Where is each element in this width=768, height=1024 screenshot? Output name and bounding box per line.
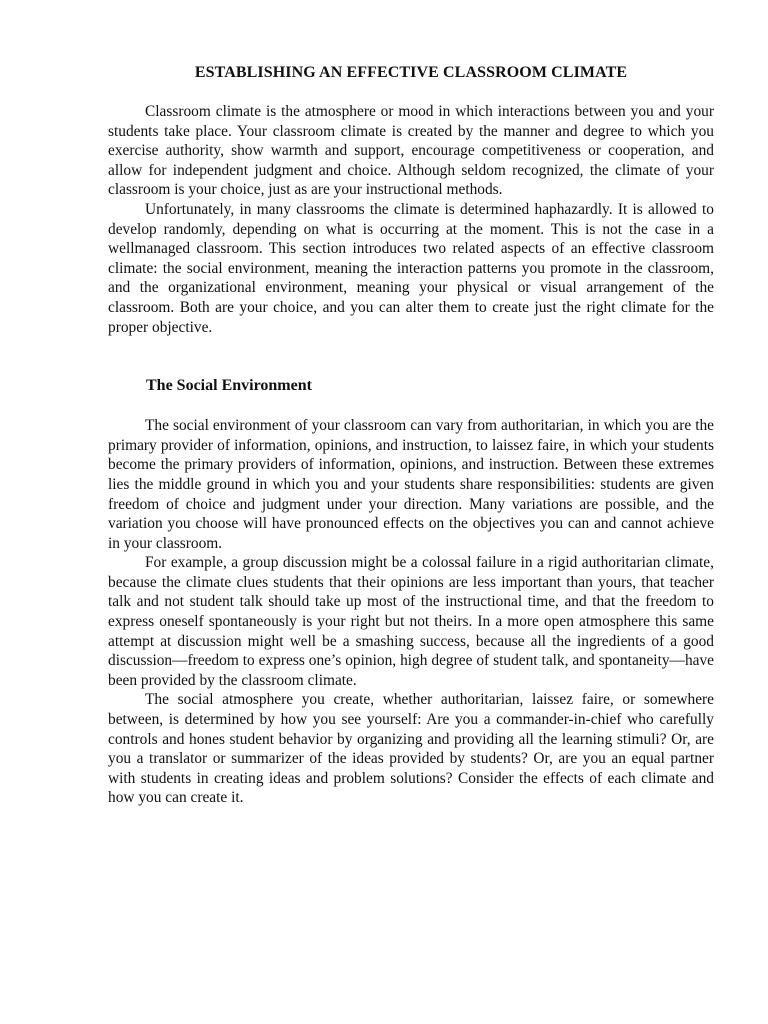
intro-paragraph: Classroom climate is the atmosphere or mood in which interactions between you and your students take place. Your classroom climate is created by the manner and degree to which you exercise authority, show warmth and support, encourage competitiveness or cooperation, and allow for independent judgment and choice. Although seldom recognized, the climate of your classroom is your choice, just as are your instructional methods. bbox=[108, 103, 714, 199]
document-page bbox=[108, 64, 714, 808]
body-paragraph: The social atmosphere you create, whether authoritarian, laissez faire, or somewhere between, is determined by how you see yourself: Are you a commander-in-chief who carefully controls and hones student behavior by organizing and providing all the learning stimuli? Or, are you a translator or summarizer of the ideas provided by students? Or, are you an equal partner with students in creating ideas and problem solutions? Consider the effects of each climate and how you can create it. bbox=[108, 691, 714, 807]
body-paragraph: The social environment of your classroom can vary from authoritarian, in which you are the primary provider of information, opinions, and instruction, to laissez faire, in which your students become the primary providers of information, opinions, and instruction. Between these extremes lies the middle ground in which you and your students share responsibilities: students are given freedom of choice and judgment under your direction. Many variations are possible, and the variation you choose will have pronounced effects on the objectives you can and cannot achieve in your classroom. bbox=[108, 417, 714, 552]
intro-section bbox=[108, 102, 714, 337]
intro-paragraph: Unfortunately, in many classrooms the climate is determined haphazardly. It is allowed to develop randomly, depending on what is occurring at the moment. This is not the case in a wellmanaged classroom. This section introduces two related aspects of an effective classroom climate: the social environment, meaning the interaction patterns you promote in the classroom, and the organizational environment, meaning your physical or visual arrangement of the classroom. Both are your choice, and you can alter them to create just the right climate for the proper objective. bbox=[108, 200, 714, 336]
section-heading: The Social Environment bbox=[146, 377, 312, 395]
document-title: ESTABLISHING AN EFFECTIVE CLASSROOM CLIMATE bbox=[194, 64, 628, 81]
social-environment-section bbox=[108, 416, 714, 808]
body-paragraph: For example, a group discussion might be a colossal failure in a rigid authoritarian climate, because the climate clues students that their opinions are less important than yours, that teacher talk and not student talk should take up most of the instructional time, and that the freedom to express oneself spontaneously is your right but not theirs. In a more open atmosphere this same attempt at discussion might well be a smashing success, because all the ingredients of a good discussion—freedom to express one’s opinion, high degree of student talk, and spontaneity—have been provided by the classroom climate. bbox=[108, 554, 714, 689]
